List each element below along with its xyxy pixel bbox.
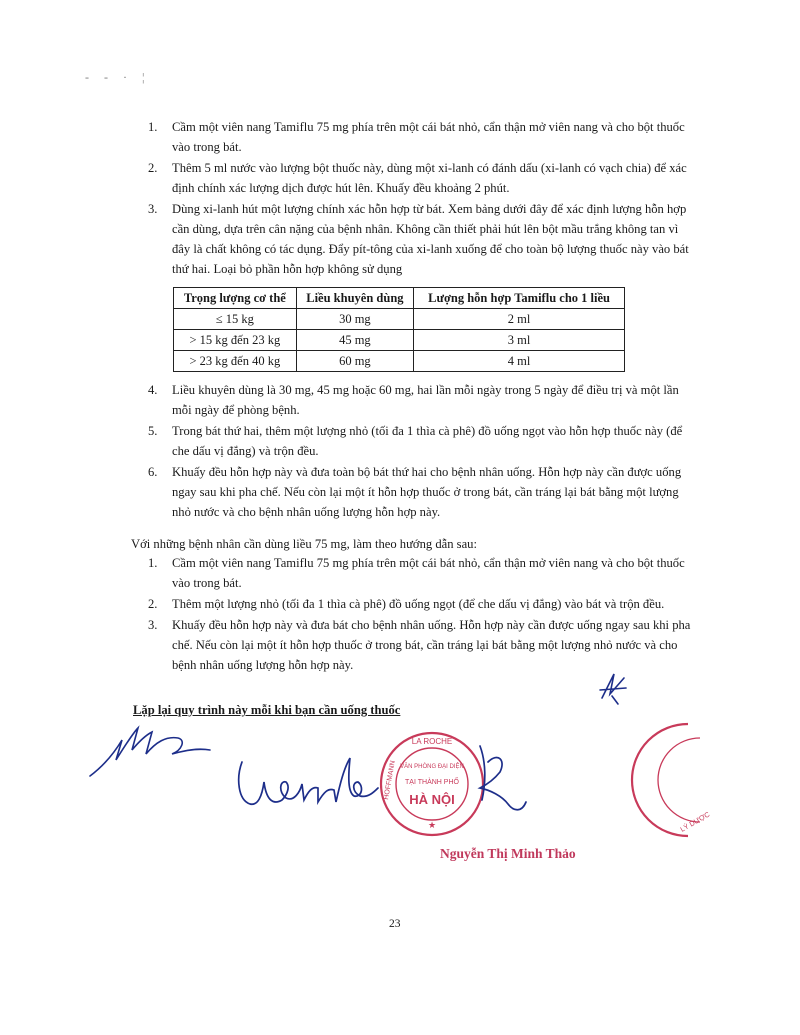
table-cell: 3 ml — [414, 330, 625, 351]
partial-stamp-text: LÝ DƯỢC — [679, 811, 712, 834]
svg-text:★: ★ — [427, 820, 437, 830]
list-item: 4. Liều khuyên dùng là 30 mg, 45 mg hoặc 60 mg, hai lần mỗi ngày trong 5 ngày để điều trị và một lần mỗi ngày để phòng bệnh. — [148, 383, 679, 417]
intro-75mg: Với những bệnh nhân cần dùng liều 75 mg, làm theo hướng dẫn sau: — [131, 537, 477, 551]
steps-list-part1 — [148, 117, 693, 280]
stamp-line2: TẠI THÀNH PHỐ — [405, 779, 459, 786]
header-body-weight: Trọng lượng cơ thể — [174, 288, 297, 309]
dosage-table — [173, 287, 625, 372]
list-item: 3. Khuấy đều hỗn hợp này và đưa bát cho bệnh nhân uống. Hỗn hợp này cần được uống ngay sau khi pha chế. Nếu còn lại một ít hỗn hợp thuốc ở trong bát, cần tráng lại bát bằng một lượng nhỏ nước và cho bệnh nhân uống lượng hỗn hợp này. — [148, 618, 691, 672]
scan-marks: - - · ¦ — [85, 70, 151, 84]
list-item: 2. Thêm một lượng nhỏ (tối đa 1 thìa cà phê) đồ uống ngọt (để che dấu vị đắng) vào bát và trộn đều. — [148, 597, 665, 611]
stamp-ring-left: HOFFMANN — [383, 760, 397, 801]
stamp-city: HÀ NỘI — [409, 792, 455, 807]
list-item: 1. Cầm một viên nang Tamiflu 75 mg phía trên một cái bát nhỏ, cẩn thận mở viên nang và cho bột thuốc vào trong bát. — [148, 120, 685, 154]
handwritten-signature-stamp — [462, 742, 532, 822]
signer-name: Nguyễn Thị Minh Thảo — [440, 846, 576, 861]
list-item: 6. Khuấy đều hỗn hợp này và đưa toàn bộ bát thứ hai cho bệnh nhân uống. Hỗn hợp này cần được uống ngay sau khi pha chế. Nếu còn lại một ít hỗn hợp thuốc ở trong bát, cần tráng lại bát bằng một lượng nhỏ nước và cho bệnh nhân uống lượng hỗn hợp này. — [148, 465, 682, 519]
list-item: 5. Trong bát thứ hai, thêm một lượng nhỏ (tối đa 1 thìa cà phê) đồ uống ngọt vào hỗn hợp thuốc này (để che dấu vị đắng) và trộn đều. — [148, 424, 683, 458]
initials-signature — [596, 668, 630, 708]
stamp-line1: VĂN PHÒNG ĐẠI DIỆN — [400, 764, 464, 770]
table-row — [174, 351, 625, 372]
header-recommended-dose: Liều khuyên dùng — [296, 288, 413, 309]
steps-list-part2 — [148, 380, 693, 523]
table-cell: 30 mg — [296, 309, 413, 330]
table-row — [174, 330, 625, 351]
list-item: 3. Dùng xi-lanh hút một lượng chính xác hỗn hợp từ bát. Xem bảng dưới đây để xác định lượng hỗn hợp cần dùng, dựa trên cân nặng của bệnh nhân. Không cần thiết phải hút lên bột mầu trắng không tan vì đây là chất không có tác dụng. Đẩy pít-tông của xi-lanh xuống để cho toàn bộ lượng thuốc này vào bát thứ hai. Loại bỏ phần hỗn hợp không sử dụng — [148, 202, 689, 276]
table-cell: 2 ml — [414, 309, 625, 330]
table-cell: 4 ml — [414, 351, 625, 372]
table-cell: 45 mg — [296, 330, 413, 351]
list-item: 2. Thêm 5 ml nước vào lượng bột thuốc này, dùng một xi-lanh có đánh dấu (xi-lanh có vạch chia) để xác định chính xác lượng dịch được hút lên. Khuấy đều khoảng 2 phút. — [148, 161, 687, 195]
steps-list-75mg — [148, 553, 693, 676]
handwritten-signature-main — [232, 748, 382, 816]
repeat-instruction: Lặp lại quy trình này mỗi khi bạn cần uống thuốc — [133, 703, 401, 717]
table-cell: > 23 kg đến 40 kg — [174, 351, 297, 372]
list-item: 1. Cầm một viên nang Tamiflu 75 mg phía trên một cái bát nhỏ, cẩn thận mở viên nang và cho bột thuốc vào trong bát. — [148, 556, 685, 590]
partial-stamp-right — [648, 720, 712, 840]
page-number: 23 — [389, 918, 401, 930]
table-cell: 60 mg — [296, 351, 413, 372]
stamp-ring-top: LA ROCHE — [411, 737, 453, 746]
table-cell: ≤ 15 kg — [174, 309, 297, 330]
handwritten-signature-left — [86, 720, 216, 780]
header-mixture-amount: Lượng hỗn hợp Tamiflu cho 1 liều — [414, 288, 625, 309]
table-row — [174, 309, 625, 330]
table-header-row — [174, 288, 625, 309]
table-cell: > 15 kg đến 23 kg — [174, 330, 297, 351]
